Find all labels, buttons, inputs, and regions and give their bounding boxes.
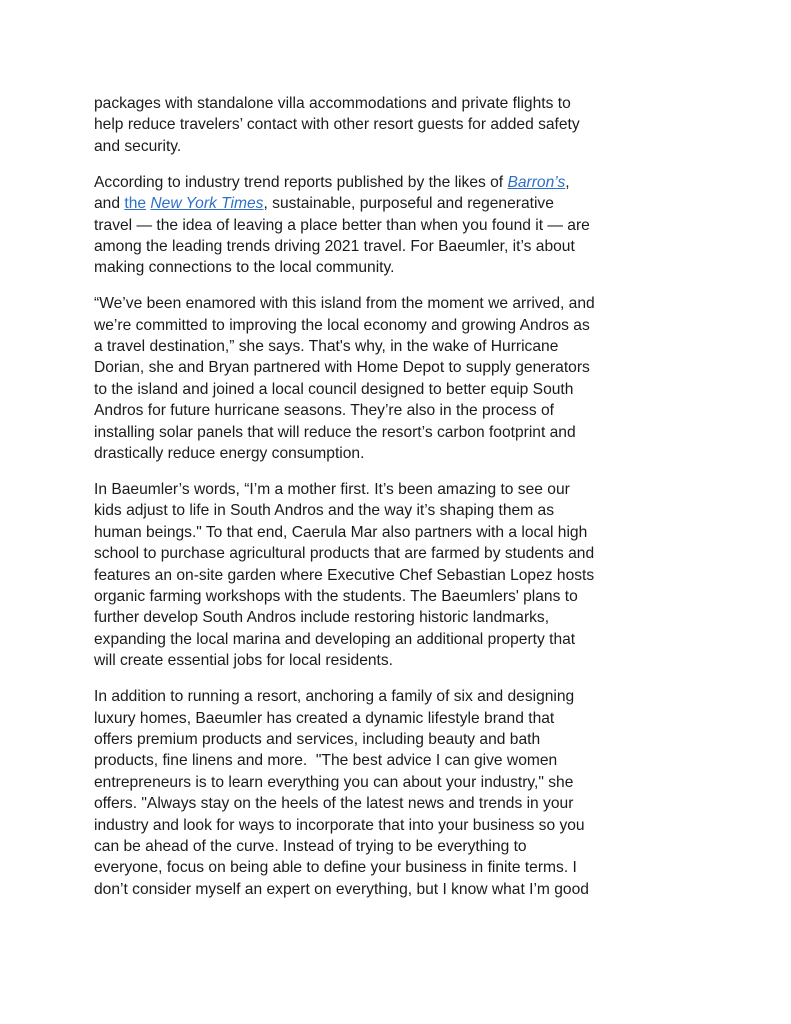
paragraph-3 bbox=[94, 293, 706, 464]
text-line bbox=[94, 543, 706, 564]
text-line bbox=[94, 136, 706, 157]
text-line bbox=[94, 815, 706, 836]
text-line bbox=[94, 236, 706, 257]
inline-link[interactable]: Barron’s bbox=[507, 173, 566, 191]
text-run: offers. "Always stay on the heels of the latest news and trends in your bbox=[94, 795, 574, 813]
text-line bbox=[94, 93, 706, 114]
text-line bbox=[94, 565, 706, 586]
article-body bbox=[94, 93, 706, 915]
text-run: and security. bbox=[94, 137, 182, 155]
text-run: “We’ve been enamored with this island from the moment we arrived, and bbox=[94, 295, 595, 313]
text-line bbox=[94, 400, 706, 421]
text-line bbox=[94, 607, 706, 628]
text-run: can be ahead of the curve. Instead of trying to be everything to bbox=[94, 838, 527, 855]
text-run: human beings." To that end, Caerula Mar also partners with a local high bbox=[94, 523, 588, 541]
text-line bbox=[94, 522, 706, 543]
text-line bbox=[94, 357, 706, 378]
text-run: organic farming workshops with the students. The Baeumlers' plans to bbox=[94, 588, 578, 606]
text-run: expanding the local marina and developing an additional property that bbox=[94, 630, 576, 648]
text-line bbox=[94, 708, 706, 729]
text-line bbox=[94, 857, 706, 878]
text-run: everyone, focus on being able to define your business in finite terms. I bbox=[94, 859, 577, 877]
paragraph-1 bbox=[94, 93, 706, 157]
text-line bbox=[94, 629, 706, 650]
inline-link[interactable]: the bbox=[124, 195, 147, 213]
text-run: a travel destination,” she says. That's why, in the wake of Hurricane bbox=[94, 338, 559, 356]
text-line bbox=[94, 336, 706, 357]
text-line bbox=[94, 379, 706, 400]
text-line bbox=[94, 772, 706, 793]
text-run: In addition to running a resort, anchoring a family of six and designing bbox=[94, 688, 575, 706]
text-run: luxury homes, Baeumler has created a dynamic lifestyle brand that bbox=[94, 709, 555, 727]
text-run: Andros for future hurricane seasons. They’re also in the process of bbox=[94, 402, 554, 420]
text-line bbox=[94, 193, 706, 214]
text-line bbox=[94, 879, 706, 900]
text-run: features an on-site garden where Executive Chef Sebastian Lopez hosts bbox=[94, 566, 595, 584]
paragraph-2 bbox=[94, 172, 706, 279]
text-run: installing solar panels that will reduce the resort’s carbon footprint and bbox=[94, 423, 576, 441]
text-line bbox=[94, 114, 706, 135]
text-line bbox=[94, 729, 706, 750]
text-run: According to industry trend reports published by the likes of bbox=[94, 173, 508, 191]
text-line bbox=[94, 315, 706, 336]
text-run: kids adjust to life in South Andros and the way it’s shaping them as bbox=[94, 502, 554, 520]
text-run: drastically reduce energy consumption. bbox=[94, 445, 365, 463]
text-line bbox=[94, 443, 706, 464]
text-run: offers premium products and services, including beauty and bath bbox=[94, 730, 541, 748]
inline-link[interactable]: New York Times bbox=[150, 195, 264, 213]
paragraph-5 bbox=[94, 686, 706, 900]
text-run: help reduce travelers’ contact with other resort guests for added safety bbox=[94, 116, 580, 134]
text-line bbox=[94, 215, 706, 236]
text-line bbox=[94, 479, 706, 500]
text-run: we’re committed to improving the local economy and growing Andros as bbox=[94, 316, 590, 334]
text-run: travel — the idea of leaving a place better than when you found it — are bbox=[94, 216, 590, 234]
text-run: and bbox=[94, 195, 125, 213]
text-run: further develop South Andros include restoring historic landmarks, bbox=[94, 609, 550, 627]
text-line bbox=[94, 422, 706, 443]
text-run: , bbox=[565, 173, 570, 191]
text-run: don’t consider myself an expert on everything, but I know what I’m good bbox=[94, 880, 589, 898]
paragraph-4 bbox=[94, 479, 706, 672]
text-line bbox=[94, 500, 706, 521]
text-run: , sustainable, purposeful and regenerative bbox=[263, 195, 554, 213]
text-run: among the leading trends driving 2021 travel. For Baeumler, it’s about bbox=[94, 237, 575, 255]
text-line bbox=[94, 172, 706, 193]
text-run: to the island and joined a local council designed to better equip South bbox=[94, 380, 574, 398]
text-line bbox=[94, 293, 706, 314]
text-run: will create essential jobs for local residents. bbox=[94, 652, 394, 670]
text-run: In Baeumler’s words, “I’m a mother first. It’s been amazing to see our bbox=[94, 481, 570, 498]
text-line bbox=[94, 650, 706, 671]
text-line bbox=[94, 836, 706, 857]
text-line bbox=[94, 257, 706, 278]
text-run: industry and look for ways to incorporate that into your business so you bbox=[94, 816, 585, 834]
text-run: school to purchase agricultural products that are farmed by students and bbox=[94, 545, 595, 563]
text-run: making connections to the local community. bbox=[94, 259, 395, 277]
text-run: products, fine linens and more. "The best advice I can give women bbox=[94, 752, 558, 770]
text-run: packages with standalone villa accommodations and private flights to bbox=[94, 95, 571, 112]
text-line bbox=[94, 586, 706, 607]
text-run: Dorian, she and Bryan partnered with Home Depot to supply generators bbox=[94, 359, 590, 377]
text-line bbox=[94, 686, 706, 707]
text-line bbox=[94, 750, 706, 771]
text-line bbox=[94, 793, 706, 814]
text-run: entrepreneurs is to learn everything you can about your industry," she bbox=[94, 773, 574, 791]
